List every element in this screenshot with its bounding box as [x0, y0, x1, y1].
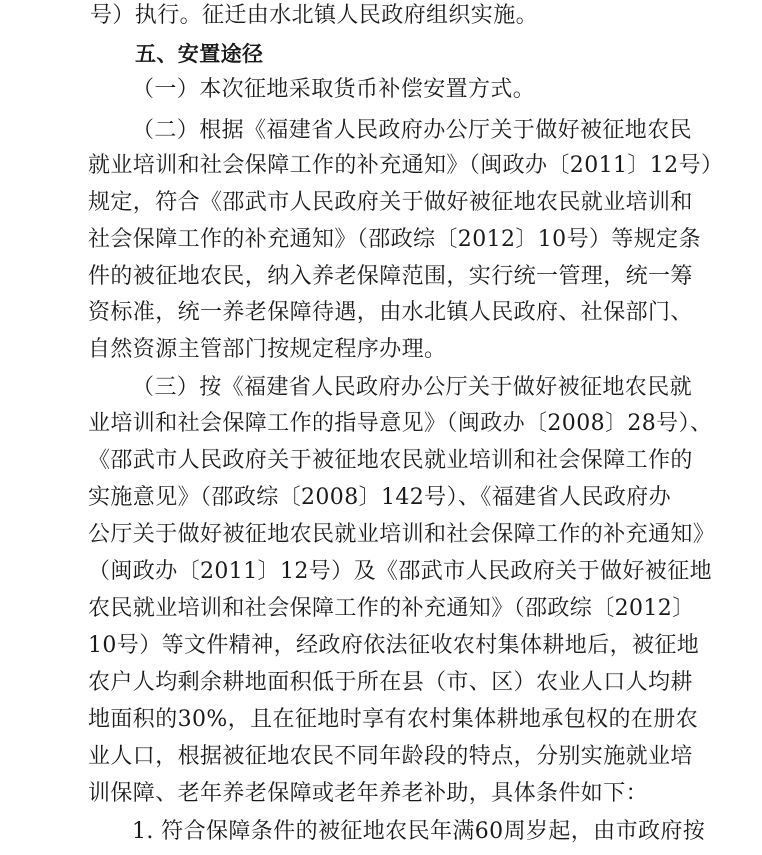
- text-line: 业培训和社会保障工作的指导意见》（闽政办〔2008〕28号）、: [88, 411, 713, 436]
- text-line: 自然资源主管部门按规定程序办理。: [88, 337, 447, 362]
- text-line: 件的被征地农民，纳入养老保障范围，实行统一管理，统一筹: [88, 264, 693, 289]
- text-line: 农户人均剩余耕地面积低于所在县（市、区）农业人口人均耕: [88, 670, 693, 695]
- text-line: 10号）等文件精神，经政府依法征收农村集体耕地后，被征地: [88, 633, 700, 658]
- text-line: （二）根据《福建省人民政府办公厅关于做好被征地农民: [132, 118, 693, 143]
- text-line: 就业培训和社会保障工作的补充通知》（闽政办〔2011〕12号）: [88, 153, 724, 178]
- text-line: 资标准，统一养老保障待遇，由水北镇人民政府、社保部门、: [88, 300, 693, 325]
- text-line: 业人口，根据被征地农民不同年龄段的特点，分别实施就业培: [88, 744, 693, 769]
- text-line: 规定，符合《邵武市人民政府关于做好被征地农民就业培训和: [88, 190, 693, 215]
- text-line: 《邵武市人民政府关于被征地农民就业培训和社会保障工作的: [88, 448, 693, 473]
- text-line: 训保障、老年养老保障或老年养老补助，具体条件如下：: [88, 781, 649, 806]
- text-line: （一）本次征地采取货币补偿安置方式。: [132, 77, 536, 102]
- text-line: （闽政办〔2011〕12号）及《邵武市人民政府关于做好被征地: [88, 559, 712, 584]
- text-line: 地面积的30%，且在征地时享有农村集体耕地承包权的在册农: [88, 707, 699, 732]
- text-line: 农民就业培训和社会保障工作的补充通知》（邵政综〔2012〕: [88, 596, 695, 621]
- text-line: 公厅关于做好被征地农民就业培训和社会保障工作的补充通知》: [88, 522, 716, 547]
- text-line: 实施意见》（邵政综〔2008〕142号）、《福建省人民政府办: [88, 485, 671, 510]
- section-heading: 五、安置途径: [135, 42, 264, 66]
- text-line: 社会保障工作的补充通知》（邵政综〔2012〕10号）等规定条: [88, 227, 701, 252]
- text-line: 1. 符合保障条件的被征地农民年满60周岁起，由市政府按: [132, 819, 706, 844]
- text-line: （三）按《福建省人民政府办公厅关于做好被征地农民就: [132, 375, 693, 400]
- text-line: 号）执行。征迁由水北镇人民政府组织实施。: [90, 3, 539, 28]
